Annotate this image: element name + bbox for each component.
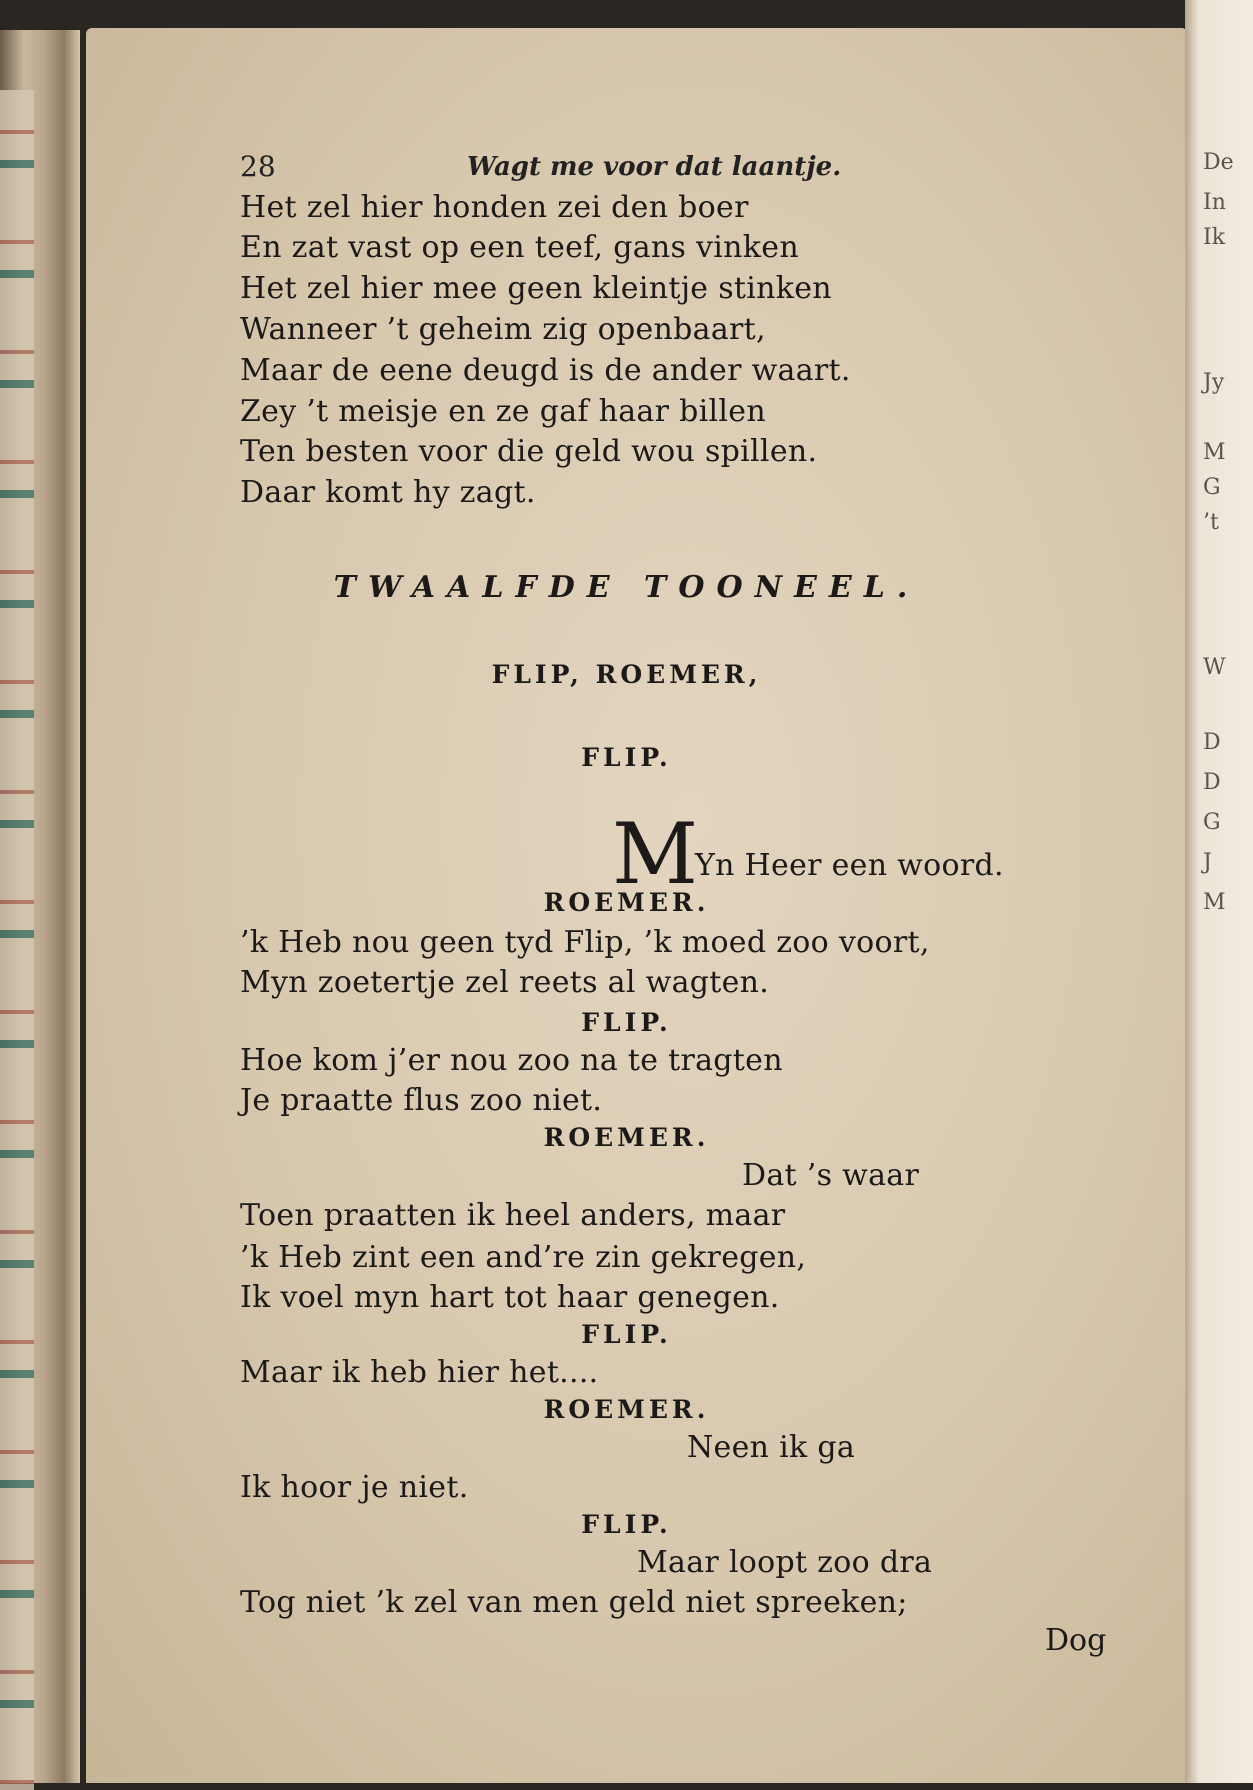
speaker-name: FLIP.	[581, 1008, 672, 1037]
dialogue-line: ’k Heb zint een and’re zin gekregen,	[240, 1240, 807, 1275]
cast-list: FLIP, ROEMER,	[491, 660, 762, 689]
page-header	[240, 150, 880, 190]
dialogue-line: ’k Heb nou geen tyd Flip, ’k moed zoo voort,	[240, 925, 930, 960]
speaker-name: ROEMER.	[543, 1123, 710, 1152]
facing-page-fragment: D	[1203, 770, 1221, 795]
dialogue-line: Toen praatten ik heel anders, maar	[240, 1198, 786, 1233]
verse-line: Het zel hier honden zei den boer	[240, 190, 749, 225]
facing-page-fragment: D	[1203, 730, 1221, 755]
dialogue-line: Maar loopt zoo dra	[637, 1545, 933, 1580]
page-number: 28	[240, 150, 276, 183]
facing-page-fragment: Ik	[1203, 225, 1226, 250]
speaker-name: ROEMER.	[543, 1395, 710, 1424]
dialogue-line: Maar ik heb hier het....	[240, 1355, 599, 1390]
dialogue-line: Je praatte flus zoo niet.	[240, 1083, 603, 1118]
verse-line: Wanneer ’t geheim zig openbaart,	[240, 312, 766, 347]
dialogue-line: Yn Heer een woord.	[695, 848, 1004, 883]
verse-line: Daar komt hy zagt.	[240, 475, 536, 510]
drop-capital: M	[612, 805, 699, 903]
verse-line: Zey ’t meisje en ze gaf haar billen	[240, 394, 766, 429]
catchword: Dog	[1045, 1623, 1107, 1658]
verse-line: Maar de eene deugd is de ander waart.	[240, 353, 851, 388]
verse-line: En zat vast op een teef, gans vinken	[240, 230, 799, 265]
facing-page-fragment: W	[1203, 655, 1226, 680]
dialogue-line: Dat ’s waar	[742, 1158, 920, 1193]
verse-line: Ten besten voor die geld wou spillen.	[240, 434, 818, 469]
facing-page-fragment: ’t	[1203, 510, 1219, 535]
speaker-name: FLIP.	[581, 1320, 672, 1349]
facing-page-fragment: De	[1203, 150, 1234, 175]
dialogue-line: Ik hoor je niet.	[240, 1470, 469, 1505]
verse-line: Het zel hier mee geen kleintje stinken	[240, 271, 832, 306]
facing-page-fragment: G	[1203, 475, 1221, 500]
dialogue-line: Tog niet ’k zel van men geld niet spreeken;	[240, 1585, 908, 1620]
dialogue-line: Neen ik ga	[687, 1430, 856, 1465]
speaker-name: ROEMER.	[543, 888, 710, 917]
facing-page-fragment: In	[1203, 190, 1226, 215]
speaker-name: FLIP.	[581, 743, 672, 772]
facing-page-fragment: Jy	[1203, 370, 1225, 395]
speaker-name: FLIP.	[581, 1510, 672, 1539]
facing-page-fragment: G	[1203, 810, 1221, 835]
facing-page-fragment: J	[1203, 850, 1212, 875]
facing-page-fragment: M	[1203, 440, 1226, 465]
dialogue-line: Myn zoetertje zel reets al wagten.	[240, 965, 770, 1000]
facing-page-fragment: M	[1203, 890, 1226, 915]
dialogue-line: Ik voel myn hart tot haar genegen.	[240, 1280, 780, 1315]
running-title: Wagt me voor dat laantje.	[467, 152, 842, 182]
scene-title: TWAALFDE TOONEEL.	[333, 570, 920, 605]
dialogue-line: Hoe kom j’er nou zoo na te tragten	[240, 1043, 783, 1078]
